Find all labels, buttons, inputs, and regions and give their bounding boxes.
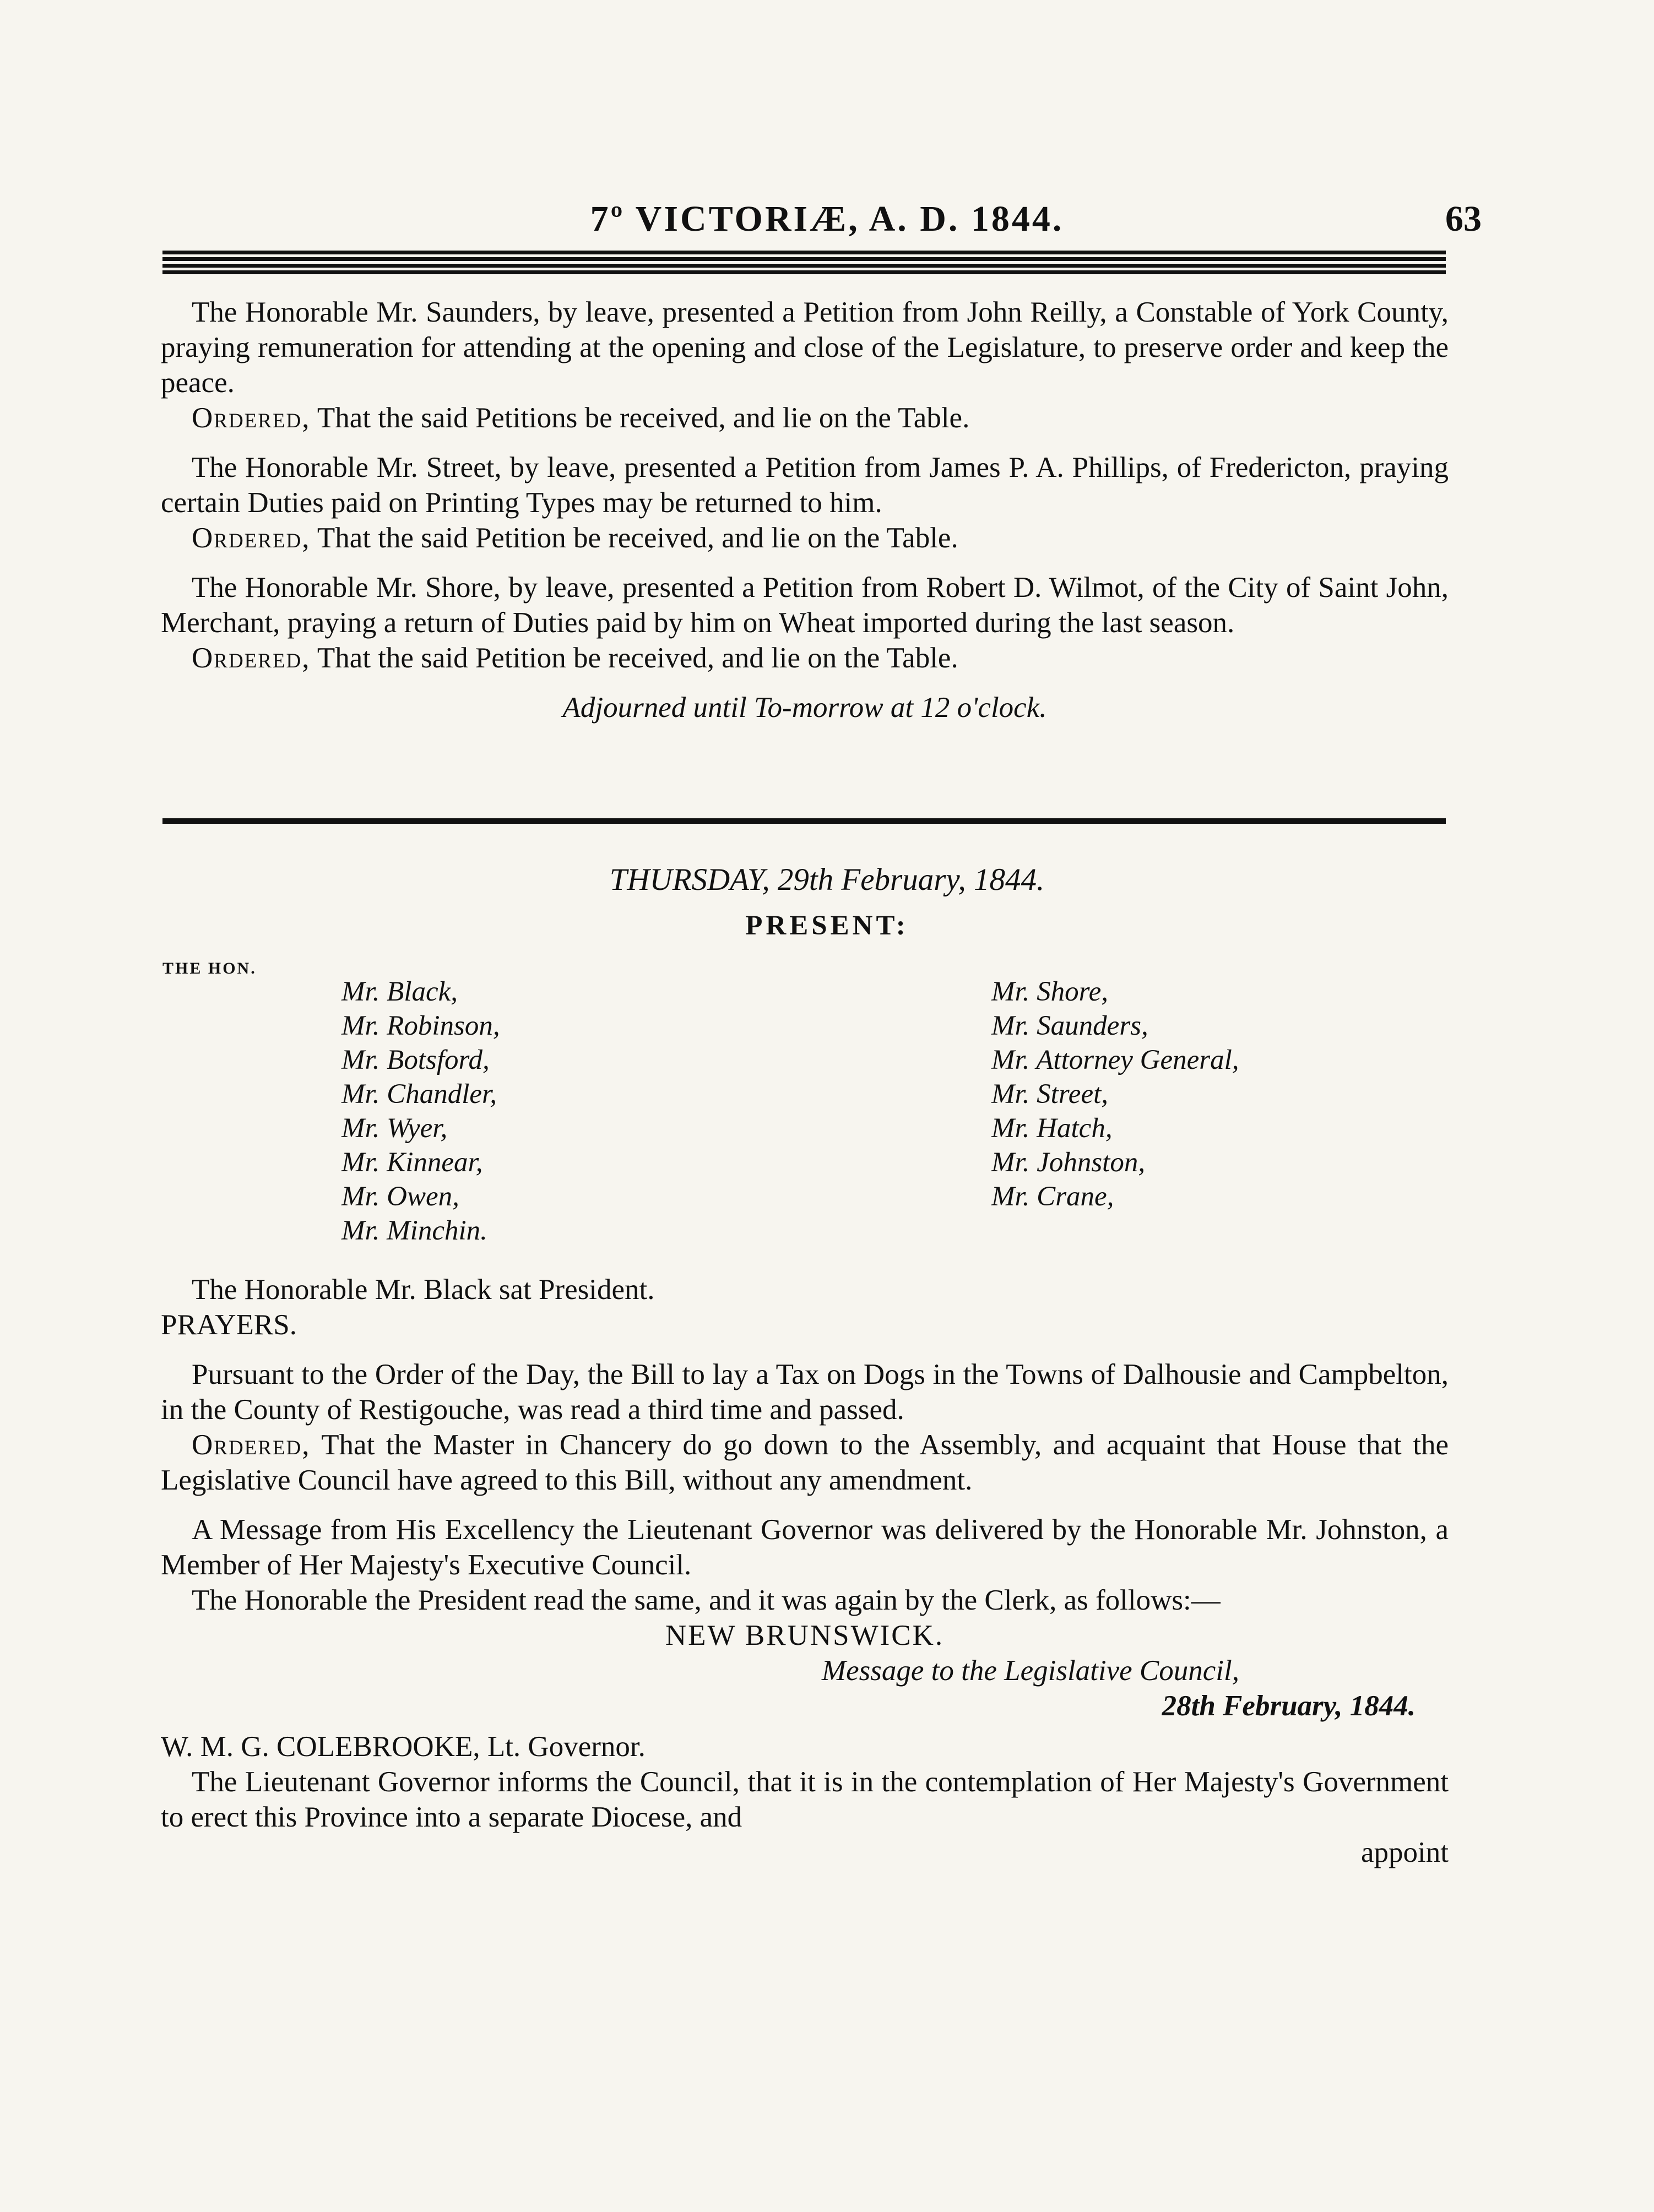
message-to-council: Message to the Legislative Council, bbox=[821, 1655, 1239, 1687]
petition-street: The Honorable Mr. Street, by leave, presented a Petition from James P. A. Phillips, of Fredericton, praying certain Duties paid on Printing Types may be returned to him. bbox=[161, 452, 1449, 519]
present-heading: PRESENT: bbox=[745, 910, 909, 941]
diocese-paragraph: The Lieutenant Governor informs the Council, that it is in the contemplation of Her Majesty's Government to erect this Province into a separate Diocese, and bbox=[161, 1766, 1449, 1833]
section-divider bbox=[162, 818, 1446, 824]
members-left-column bbox=[341, 975, 500, 1248]
order-master-chancery bbox=[161, 1427, 1449, 1498]
member-name: Mr. Robinson, bbox=[341, 1010, 500, 1041]
the-hon-label: THE HON. bbox=[162, 959, 257, 977]
member-name: Mr. Black, bbox=[341, 976, 458, 1007]
order-text: That the said Petitions be received, and lie on the Table. bbox=[317, 402, 970, 434]
new-brunswick-heading: NEW BRUNSWICK. bbox=[665, 1619, 945, 1651]
member-name: Mr. Chandler, bbox=[341, 1079, 497, 1110]
header-rule bbox=[162, 251, 1446, 277]
dog-tax-bill: Pursuant to the Order of the Day, the Bill to lay a Tax on Dogs in the Towns of Dalhousie and Campbelton, in the County of Restigouche, was read a third time and passed. bbox=[161, 1358, 1449, 1426]
member-name: Mr. Street, bbox=[991, 1079, 1108, 1110]
member-name: Mr. Johnston, bbox=[991, 1147, 1146, 1178]
member-name: Mr. Crane, bbox=[991, 1181, 1114, 1212]
member-name: Mr. Owen, bbox=[341, 1181, 459, 1212]
ordered-label: Ordered, bbox=[192, 1429, 311, 1461]
header-title: 7º VICTORIÆ, A. D. 1844. bbox=[590, 199, 1064, 239]
ordered-label: Ordered, bbox=[192, 522, 311, 554]
members-right-column bbox=[991, 975, 1239, 1214]
message-read: The Honorable the President read the same, and it was again by the Clerk, as follows:— bbox=[192, 1584, 1221, 1616]
president-line: The Honorable Mr. Black sat President. bbox=[192, 1274, 655, 1306]
order-2 bbox=[161, 520, 1449, 556]
member-name: Mr. Botsford, bbox=[341, 1045, 490, 1075]
ordered-label: Ordered, bbox=[192, 402, 311, 434]
order-text: That the Master in Chancery do go down to the Assembly, and acquaint that House that the Legislative Council have agreed to this Bill, without any amendment. bbox=[161, 1429, 1449, 1496]
running-header bbox=[0, 198, 1654, 237]
order-3 bbox=[161, 640, 1449, 676]
order-text: That the said Petition be received, and lie on the Table. bbox=[317, 522, 958, 554]
petition-saunders: The Honorable Mr. Saunders, by leave, presented a Petition from John Reilly, a Constable of York County, praying remuneration for attending at the opening and close of the Legislature, to preserve order and keep the peace. bbox=[161, 296, 1449, 399]
member-name: Mr. Wyer, bbox=[341, 1113, 448, 1144]
page-number: 63 bbox=[1445, 199, 1482, 239]
member-name: Mr. Kinnear, bbox=[341, 1147, 483, 1178]
adjournment: Adjourned until To-morrow at 12 o'clock. bbox=[562, 692, 1047, 724]
member-name: Mr. Attorney General, bbox=[991, 1045, 1239, 1075]
member-name: Mr. Minchin. bbox=[341, 1215, 487, 1246]
section-proceedings bbox=[161, 1272, 1449, 1870]
prayers-line: PRAYERS. bbox=[161, 1309, 297, 1341]
order-1 bbox=[161, 400, 1449, 436]
section-petitions bbox=[161, 295, 1449, 725]
petition-shore: The Honorable Mr. Shore, by leave, presented a Petition from Robert D. Wilmot, of the City of Saint John, Merchant, praying a return of Duties paid by him on Wheat imported during the last season. bbox=[161, 572, 1449, 639]
member-name: Mr. Hatch, bbox=[991, 1113, 1113, 1144]
catchword: appoint bbox=[1361, 1836, 1449, 1868]
message-date: 28th February, 1844. bbox=[1162, 1690, 1416, 1722]
ordered-label: Ordered, bbox=[192, 642, 311, 674]
message-delivered: A Message from His Excellency the Lieutenant Governor was delivered by the Honorable Mr. Johnston, a Member of Her Majesty's Executive Council. bbox=[161, 1514, 1449, 1581]
member-name: Mr. Shore, bbox=[991, 976, 1109, 1007]
member-name: Mr. Saunders, bbox=[991, 1010, 1148, 1041]
order-text: That the said Petition be received, and lie on the Table. bbox=[317, 642, 958, 674]
session-date-heading: THURSDAY, 29th February, 1844. bbox=[609, 862, 1045, 897]
governor-signature: W. M. G. COLEBROOKE, Lt. Governor. bbox=[161, 1731, 646, 1763]
